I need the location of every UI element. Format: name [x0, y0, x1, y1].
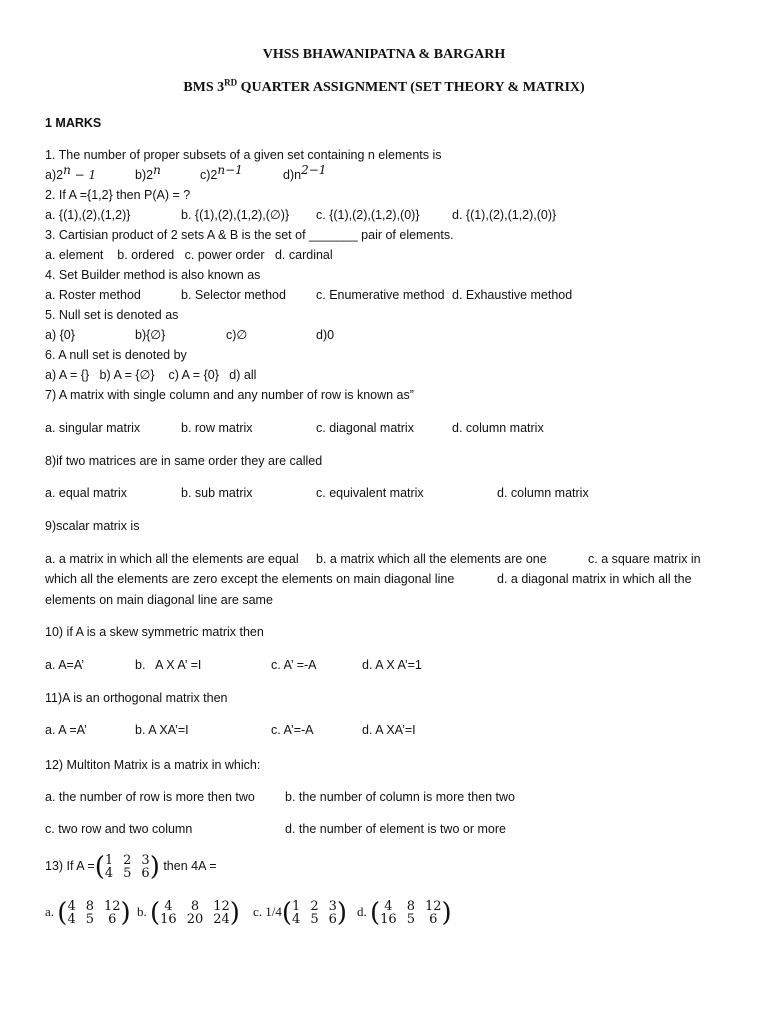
- matrix-cell: 6: [141, 865, 150, 881]
- q1-a-exp: n: [63, 162, 71, 177]
- q1-b-base: b)2: [135, 168, 154, 182]
- q11-option-b: b. A XA’=I: [135, 723, 189, 737]
- matrix-grid: [292, 900, 337, 926]
- q12-option-d: d. the number of element is two or more: [285, 822, 506, 836]
- q5-option-d: d)0: [316, 328, 335, 342]
- assignment-title: [0, 77, 768, 96]
- q1-option-a: [45, 162, 97, 183]
- section-heading: 1 MARKS: [45, 116, 102, 130]
- question-3: 3. Cartisian product of 2 sets A & B is the set of _______ pair of elements.: [45, 228, 454, 242]
- matrix-grid: [160, 900, 230, 926]
- question-9: 9)scalar matrix is: [45, 519, 140, 533]
- question-10: 10) if A is a skew symmetric matrix then: [45, 625, 264, 639]
- q13-option-d: [357, 897, 452, 928]
- q13-b-matrix: [150, 898, 240, 928]
- q13-option-b: [137, 897, 240, 928]
- q13-a-matrix: [57, 898, 130, 928]
- q1-a-base: a)2: [45, 168, 64, 182]
- matrix-cell: 8: [406, 899, 415, 915]
- question-13: [45, 851, 217, 882]
- q9-option-d-line2: elements on main diagonal line are same: [45, 593, 273, 607]
- question-4: 4. Set Builder method is also known as: [45, 268, 261, 282]
- q1-d-base: d)n: [283, 168, 302, 182]
- q13-text-post: then 4A =: [159, 859, 217, 873]
- right-paren: ): [336, 898, 348, 929]
- q9-option-a: a. a matrix in which all the elements are equal: [45, 552, 299, 566]
- matrix-grid: [105, 854, 150, 880]
- q11-option-c: c. A’=-A: [271, 723, 314, 737]
- matrix-cell: 4: [104, 865, 114, 881]
- q8-option-b: b. sub matrix: [181, 486, 253, 500]
- left-paren: (: [150, 898, 161, 929]
- question-11: 11)A is an orthogonal matrix then: [45, 691, 228, 705]
- q1-option-c: [200, 162, 243, 183]
- q13-d-matrix: [370, 898, 452, 928]
- q13-d-label: d.: [357, 904, 367, 919]
- right-paren: ): [120, 898, 131, 929]
- question-1: 1. The number of proper subsets of a given set containing n elements is: [45, 148, 442, 162]
- matrix-cell: 4: [67, 912, 76, 928]
- q8-option-c: c. equivalent matrix: [316, 486, 424, 500]
- q12-option-a: a. the number of row is more then two: [45, 790, 255, 804]
- matrix-cell: 6: [429, 912, 438, 928]
- matrix-cell: 3: [328, 899, 337, 915]
- q1-option-b: [135, 162, 161, 183]
- q7-option-d: d. column matrix: [452, 421, 544, 435]
- q3-options: a. element b. ordered c. power order d. cardinal: [45, 248, 333, 262]
- q4-option-b: b. Selector method: [181, 288, 286, 302]
- matrix-cell: 12: [104, 899, 121, 915]
- q2-option-b: b. {(1),(2),(1,2),(∅)}: [181, 208, 290, 222]
- q4-option-c: c. Enumerative method: [316, 288, 445, 302]
- q1-c-base: c)2: [200, 168, 218, 182]
- matrix-cell: 2: [310, 899, 319, 915]
- q9-option-b: b. a matrix which all the elements are one: [316, 552, 547, 566]
- left-paren: (: [57, 898, 68, 929]
- q13-text-pre: 13) If A =: [45, 859, 95, 873]
- q13-option-c: [253, 897, 347, 928]
- assignment-title-sup: RD: [224, 77, 238, 88]
- left-paren: (: [370, 898, 381, 929]
- q12-option-c: c. two row and two column: [45, 822, 193, 836]
- question-5: 5. Null set is denoted as: [45, 308, 179, 322]
- question-8: 8)if two matrices are in same order they are called: [45, 454, 323, 468]
- q13-c-label: c. 1/4: [253, 904, 282, 919]
- matrix-cell: 1: [104, 852, 114, 868]
- matrix-cell: 16: [160, 912, 177, 928]
- question-6: 6. A null set is denoted by: [45, 348, 187, 362]
- matrix-cell: 3: [141, 852, 150, 868]
- q7-option-a: a. singular matrix: [45, 421, 141, 435]
- q13-a-label: a.: [45, 904, 55, 919]
- matrix-cell: 8: [190, 899, 200, 915]
- matrix-cell: 4: [67, 899, 76, 915]
- q6-options: a) A = {} b) A = {∅} c) A = {0} d) all: [45, 368, 257, 382]
- matrix-cell: 5: [123, 865, 132, 881]
- right-paren: ): [229, 898, 240, 929]
- school-title: VHSS BHAWANIPATNA & BARGARH: [262, 47, 506, 62]
- matrix-cell: 20: [186, 912, 204, 928]
- q13-b-label: b.: [137, 904, 147, 919]
- q2-option-c: c. {(1),(2),(1,2),(0)}: [316, 208, 420, 222]
- matrix-cell: 1: [292, 899, 301, 915]
- matrix-cell: 8: [85, 899, 94, 915]
- matrix-cell: 4: [164, 899, 173, 915]
- matrix-cell: 5: [310, 912, 319, 928]
- q10-option-c: c. A’ =-A: [271, 658, 317, 672]
- assignment-title-pre: BMS 3: [183, 80, 225, 95]
- matrix-cell: 4: [292, 912, 301, 928]
- q11-option-a: a. A =A’: [45, 723, 87, 737]
- q2-option-a: a. {(1),(2),(1,2)}: [45, 208, 131, 222]
- matrix-cell: 6: [328, 912, 337, 928]
- q4-option-d: d. Exhaustive method: [452, 288, 573, 302]
- matrix-cell: 5: [85, 912, 94, 928]
- right-paren: ): [149, 851, 160, 882]
- q5-option-a: a) {0}: [45, 328, 75, 342]
- q7-option-c: c. diagonal matrix: [316, 421, 414, 435]
- matrix-grid: [380, 900, 441, 926]
- matrix-cell: 5: [406, 912, 415, 928]
- q1-d-exp: 2−1: [301, 162, 327, 177]
- q13-c-matrix: [282, 898, 347, 928]
- q2-option-d: d. {(1),(2),(1,2),(0)}: [452, 208, 557, 222]
- q9-option-c-line2: which all the elements are zero except the elements on main diagonal line: [45, 572, 455, 586]
- q13-option-a: [45, 897, 131, 928]
- q8-option-d: d. column matrix: [497, 486, 589, 500]
- matrix-cell: 24: [213, 912, 230, 928]
- q11-option-d: d. A XA’=I: [362, 723, 416, 737]
- left-paren: (: [94, 851, 105, 882]
- matrix-cell: 4: [384, 899, 393, 915]
- q1-option-d: [283, 162, 327, 183]
- q13-matrix-a: [95, 852, 160, 882]
- q1-a-rest: − 1: [70, 168, 97, 182]
- q1-b-exp: n: [153, 162, 161, 177]
- question-12: 12) Multiton Matrix is a matrix in which:: [45, 758, 261, 772]
- q8-option-a: a. equal matrix: [45, 486, 127, 500]
- matrix-cell: 6: [108, 912, 117, 928]
- assignment-title-post: QUARTER ASSIGNMENT (SET THEORY & MATRIX): [237, 80, 585, 95]
- q1-c-exp: n−1: [217, 162, 243, 177]
- q10-option-d: d. A X A’=1: [362, 658, 422, 672]
- matrix-grid: [67, 900, 120, 926]
- q7-option-b: b. row matrix: [181, 421, 253, 435]
- matrix-cell: 16: [380, 912, 397, 928]
- q5-option-b: b){∅}: [135, 328, 166, 342]
- q9-option-d-line1: d. a diagonal matrix in which all the: [497, 572, 692, 586]
- question-7: 7) A matrix with single column and any number of row is known as”: [45, 388, 414, 402]
- q5-option-c: c)∅: [226, 328, 248, 342]
- q10-option-b: b. A X A’ =I: [135, 658, 202, 672]
- question-2: 2. If A ={1,2} then P(A) = ?: [45, 188, 191, 202]
- q9-option-c-line1: c. a square matrix in: [588, 552, 701, 566]
- matrix-cell: 2: [123, 852, 132, 868]
- matrix-cell: 12: [424, 899, 442, 915]
- q12-option-b: b. the number of column is more then two: [285, 790, 515, 804]
- q10-option-a: a. A=A’: [45, 658, 85, 672]
- right-paren: ): [441, 898, 452, 929]
- q4-option-a: a. Roster method: [45, 288, 141, 302]
- left-paren: (: [281, 898, 293, 929]
- matrix-cell: 12: [213, 899, 230, 915]
